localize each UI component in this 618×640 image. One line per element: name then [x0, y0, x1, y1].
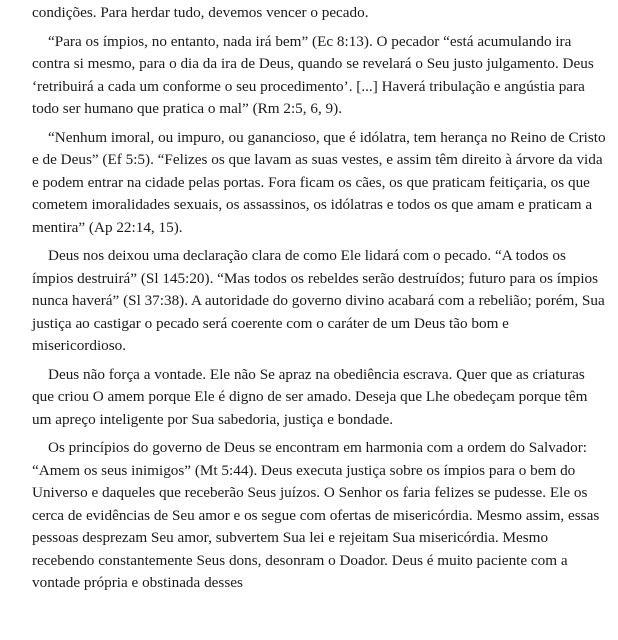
paragraph-continuation: condições. Para herdar tudo, devemos vencer o pecado.: [32, 4, 369, 21]
paragraph-sin-declaration: Deus nos deixou uma declaração clara de como Ele lidará com o pecado. “A todos os ímpios destruirá” (Sl 145:20). “Mas todos os rebeldes serão destruídos; futuro para os ímpios nunca haverá” (Sl 37:38). A autoridade do governo divino acabará com a rebelião; porém, Sua justiça ao castigar o pecado será coerente com o caráter de um Deus tão bom e misericordioso.: [32, 247, 605, 354]
paragraph-ungodly-reward: “Para os ímpios, no entanto, nada irá bem” (Ec 8:13). O pecador “está acumulando ira contra si mesmo, para o dia da ira de Deus, quando se revelará o Seu justo julgamento. Deus ‘retribuirá a cada um conforme o seu procedimento’. [...] Haverá tribulação e angústia para todo ser humano que pratica o mal” (Rm 2:5, 6, 9).: [32, 32, 594, 117]
paragraph-free-will: Deus não força a vontade. Ele não Se apraz na obediência escrava. Quer que as criaturas que criou O amem porque Ele é digno de ser amado. Deseja que Lhe obedeçam porque têm um apreço inteligente por Sua sabedoria, justiça e bondade.: [32, 365, 588, 428]
paragraph-government-principles: Os princípios do governo de Deus se encontram em harmonia com a ordem do Salvador: “Amem os seus inimigos” (Mt 5:44). Deus executa justiça sobre os ímpios para o bem do Universo e daqueles que receberão Seus juízos. O Senhor os faria felizes se pudesse. Ele os cerca de evidências de Seu amor e os segue com ofertas de misericórdia. Mesmo assim, essas pessoas desprezam Seu amor, subvertem Sua lei e rejeitam Sua misericórdia. Mesmo recebendo constantemente Seus dons, desonram o Doador. Deus é muito paciente com a vontade própria e obstinada desses: [32, 439, 600, 591]
paragraph-no-inheritance: “Nenhum imoral, ou impuro, ou ganancioso, que é idólatra, tem herança no Reino de Cristo e de Deus” (Ef 5:5). “Felizes os que lavam as suas vestes, e assim têm direito à árvore da vida e podem entrar na cidade pelas portas. Fora ficam os cães, os que praticam feitiçaria, os que cometem imoralidades sexuais, os assassinos, os idólatras e todos os que amam e praticam a mentira” (Ap 22:14, 15).: [32, 128, 606, 236]
